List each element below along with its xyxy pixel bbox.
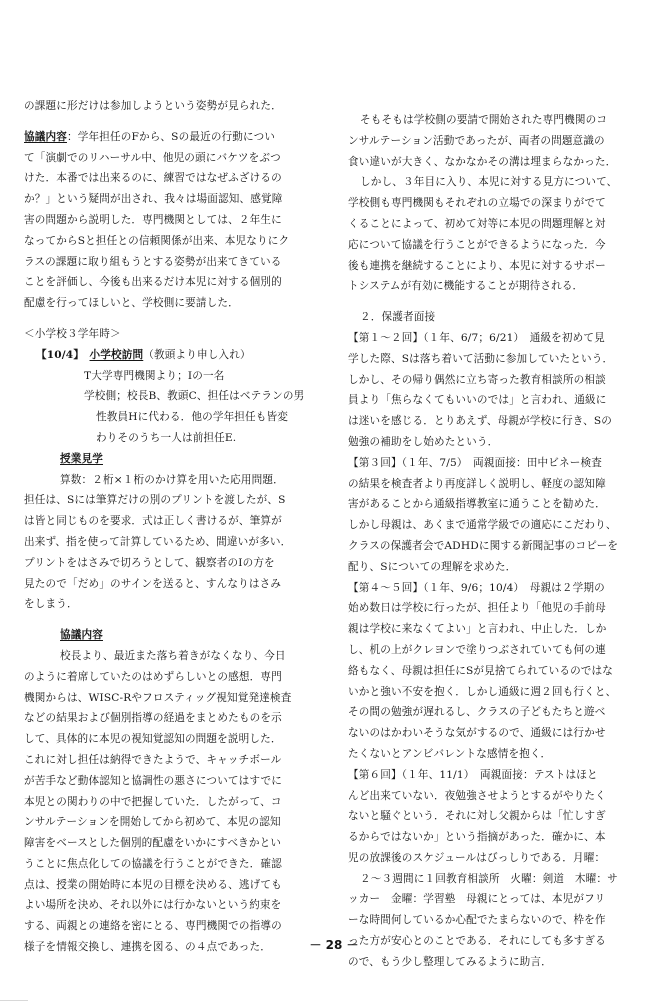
line-text: その間の勉強が遅れるし、クラスの子どもたちと遊べ <box>348 706 606 719</box>
text-line <box>348 307 644 328</box>
right-column <box>348 110 644 973</box>
left-column <box>24 96 320 958</box>
text-line <box>348 786 644 807</box>
text-line <box>348 827 644 848</box>
text-line <box>348 474 644 495</box>
text-line <box>348 328 644 349</box>
text-line <box>24 792 320 813</box>
page-number: － 28 － <box>309 938 359 952</box>
line-text: 員より「焦らなくてもいいのでは」と言われ、通級に <box>348 394 607 407</box>
text-line <box>24 210 320 231</box>
line-text: 配り、Sについての理解を求めた． <box>348 560 517 573</box>
line-text: 配慮を行ってほしいと、学校側に要請した． <box>24 297 239 310</box>
text-line <box>24 553 320 574</box>
text-line <box>24 407 320 428</box>
date-label: 【10/4】 <box>36 348 79 361</box>
line-text: ないと騒ぐという．それに対し父親からは「忙しすぎ <box>348 810 606 823</box>
text-line <box>348 390 644 411</box>
section-heading: 協議内容 <box>60 629 103 642</box>
text-line <box>348 131 644 152</box>
paragraph-gap <box>348 297 644 307</box>
text-line <box>348 889 644 910</box>
line-text: する、両親との連絡を密にとる、専門機関での指導の <box>24 920 282 933</box>
text-line <box>24 708 320 729</box>
line-text: ２～３週間に１回教育相談所 火曜：剣道 木曜：サ <box>360 872 618 885</box>
text-line <box>348 152 644 173</box>
line-text: ＜小学校３学年時＞ <box>24 327 121 340</box>
text-line <box>348 765 644 786</box>
line-text: は皆と同じものを要求．式は正しく書けるが、筆算が <box>24 515 282 528</box>
line-text: ので、もう少し整理してみるように助言． <box>348 955 552 968</box>
paragraph-gap <box>24 117 320 127</box>
line-text: ２．保護者面接 <box>360 311 436 324</box>
line-text: くることによって、初めて対等に本児の問題理解と対 <box>348 217 606 230</box>
text-line <box>24 293 320 314</box>
line-text: 担任は、Sには筆算だけの別のプリントを渡したが、S <box>24 494 286 507</box>
line-text: 害があることから通級指導教室に通うことを勧めた． <box>348 498 606 511</box>
text-line <box>24 667 320 688</box>
text-line <box>24 449 320 470</box>
text-line <box>24 875 320 896</box>
line-text: しかし母親は、あくまで通常学級での適応にこだわり、 <box>348 519 617 532</box>
line-text: 出来ず、指を使って計算しているため、間違いが多い． <box>24 535 292 548</box>
line-text: 【第３回】（１年、7/5） 両親面接：田中ビネー検査 <box>348 456 603 469</box>
text-line <box>348 370 644 391</box>
line-text: うことに焦点化しての協議を行うことができた．確認 <box>24 857 282 870</box>
line-text: 【第４～５回】（１年、9/6；10/4） 母親は２学期の <box>348 581 605 594</box>
text-line <box>348 110 644 131</box>
text-line <box>24 345 320 366</box>
text-line <box>348 806 644 827</box>
line-text: 点は、授業の開始時に本児の目標を決める、逃げても <box>24 878 282 891</box>
line-text: よい場所を決め、それ以外には行かないという約束を <box>24 899 282 912</box>
line-text: が苦手など動体認知と協調性の悪さについてはすでに <box>24 774 282 787</box>
line-text: クラスの保護者会でADHDに関する新聞記事のコピーを <box>348 539 619 552</box>
paragraph-gap <box>24 314 320 324</box>
line-text: 機関からは、WISC-Rやフロスティッグ視知覚発達検査 <box>24 691 292 704</box>
line-text: しかし、３年目に入り、本児に対する見方について、 <box>360 176 618 189</box>
text-line <box>24 574 320 595</box>
text-line <box>348 214 644 235</box>
text-line <box>348 661 644 682</box>
text-line <box>348 193 644 214</box>
text-line <box>24 532 320 553</box>
text-line <box>348 619 644 640</box>
line-text: 応について協議を行うことができるようになった．今 <box>348 238 606 251</box>
line-text: （教頭より申し入れ） <box>143 348 251 361</box>
text-line <box>24 729 320 750</box>
line-text: これに対し担任は納得できたようで、キャッチボール <box>24 753 282 766</box>
text-line <box>24 833 320 854</box>
line-text: し、机の上がクレヨンで塗りつぶされていても何の連 <box>348 643 606 656</box>
text-line <box>24 168 320 189</box>
line-text: そもそもは学校側の要請で開始された専門機関のコ <box>360 114 608 126</box>
line-text: は迷いを感じる．とりあえず、母親が学校に行き、Sの <box>348 415 612 428</box>
text-line <box>24 625 320 646</box>
line-text: プリントをはさみで切ろうとして、観察者のIの方を <box>24 556 275 569</box>
line-text: った方が安心とのことである．それにしても多すぎる <box>348 935 606 948</box>
line-text: わりそのうち一人は前担任E. <box>96 431 237 444</box>
line-text: 食い違いが大きく、なかなかその溝は埋まらなかった． <box>348 155 617 168</box>
line-text: ：学年担任のFから、Sの最近の行動につい <box>66 130 276 143</box>
line-text: て「演劇でのリハーサル中、他児の頭にバケツをぶつ <box>24 151 281 164</box>
line-text: 【第１～２回】（１年、6/7；6/21） 通級を初めて見 <box>348 331 605 344</box>
line-text: 【第６回】（１年、11/1） 両親面接：テストはほと <box>348 768 598 781</box>
line-text: ことを評価し、今後も出来るだけ本児に対する個別的 <box>24 276 282 289</box>
text-line <box>24 854 320 875</box>
text-line <box>24 428 320 449</box>
scan-edge-mark <box>0 1000 28 1001</box>
text-line <box>24 511 320 532</box>
line-text: けた．本番では出来るのに、練習ではなぜふざけるの <box>24 172 282 185</box>
text-line <box>348 536 644 557</box>
text-line <box>348 702 644 723</box>
text-line <box>24 324 320 345</box>
line-text: ンサルテーションを開始してから初めて、本児の認知 <box>24 816 281 829</box>
text-line <box>348 453 644 474</box>
line-text: 障害をベースとした個別的配慮をいかにすべきかとい <box>24 837 282 850</box>
line-text: 親は学校に来なくてよい」と言われ、中止した．しか <box>348 623 607 636</box>
section-heading: 小学校訪問 <box>89 348 144 361</box>
line-text: 学した際、Sは落ち着いて活動に参加していたという． <box>348 352 614 365</box>
text-line <box>348 910 644 931</box>
text-line <box>24 127 320 148</box>
line-text: たくないとアンビバレントな感情を抱く． <box>348 747 552 760</box>
text-line <box>24 750 320 771</box>
text-line <box>24 771 320 792</box>
line-text: ラスの課題に取り組もうとする姿勢が出来てきている <box>24 255 282 268</box>
text-line <box>348 515 644 536</box>
line-text: なってからSと担任との信頼関係が出来、本児なりにク <box>24 234 290 247</box>
text-line <box>348 172 644 193</box>
line-text: 性教員Hに代わる．他の学年担任も皆変 <box>96 411 289 424</box>
text-line <box>348 723 644 744</box>
text-line <box>348 598 644 619</box>
line-text: るからではないか」という指摘があった．確かに、本 <box>348 831 606 844</box>
text-line <box>24 646 320 667</box>
line-text: T大学専門機関より；Iの一名 <box>84 369 225 382</box>
text-line <box>24 272 320 293</box>
line-text: の結果を検査者より再度詳しく説明し、軽度の認知障 <box>348 477 606 490</box>
text-line <box>348 640 644 661</box>
line-text: のように着席していたのはめずらしいとの感想．専門 <box>24 670 282 683</box>
line-text: して、具体的に本児の視知覚認知の問題を説明した． <box>24 733 282 746</box>
line-text: ないのはかわいそうな気がするので、通級には行かせ <box>348 727 606 740</box>
line-text: ンサルテーション活動であったが、両者の問題意識の <box>348 134 605 147</box>
text-line <box>348 578 644 599</box>
section-heading: 協議内容 <box>24 130 67 143</box>
line-text: んど出来ていない．夜勉強させようとするがやりたく <box>348 789 606 802</box>
text-line <box>24 189 320 210</box>
text-line <box>348 952 644 973</box>
text-line <box>24 231 320 252</box>
text-line <box>348 494 644 515</box>
line-text: いかと強い不安を抱く．しかし通級に週２回も行くと、 <box>348 685 617 698</box>
line-text: トシステムが有効に機能することが期待される． <box>348 280 584 293</box>
text-line <box>348 557 644 578</box>
text-line <box>24 148 320 169</box>
paragraph-gap <box>24 615 320 625</box>
line-text: 絡もなく、母親は担任にSが見捨てられているのではな <box>348 664 614 677</box>
text-line <box>348 276 644 297</box>
line-text: 後も連携を継続することにより、本児に対するサポー <box>348 259 606 272</box>
section-heading: 授業見学 <box>60 452 103 465</box>
text-line <box>24 96 320 117</box>
line-text: 勉強の補助をし始めたという． <box>348 435 499 448</box>
text-line <box>24 916 320 937</box>
line-text: などの結果および個別指導の経過をまとめたものを示 <box>24 712 282 725</box>
text-line <box>24 386 320 407</box>
line-text: 様子を情報交換し、連携を図る、の４点であった． <box>24 941 271 954</box>
line-text: 本児との関わりの中で把握していた．したがって、コ <box>24 795 282 808</box>
line-text: ーな時間何しているか心配でたまらないので、枠を作 <box>348 914 606 927</box>
line-text: 始め数日は学校に行ったが、担任より「他児の手前母 <box>348 602 606 615</box>
text-line <box>348 432 644 453</box>
text-line <box>24 490 320 511</box>
text-line <box>348 869 644 890</box>
text-line <box>348 411 644 432</box>
text-line <box>348 349 644 370</box>
text-line <box>24 812 320 833</box>
line-text: 学校側も専門機関もそれぞれの立場での深まりがでて <box>348 197 606 210</box>
line-text: 見たので「だめ」のサインを送ると、すんなりはさみ <box>24 577 282 590</box>
line-text: 児の放課後のスケジュールはびっしりである．月曜： <box>348 851 606 864</box>
text-line <box>348 235 644 256</box>
line-text: 算数：２桁×１桁のかけ算を用いた応用問題． <box>60 473 284 486</box>
text-line <box>24 688 320 709</box>
line-text: 害の問題から説明した．専門機関としては、２年生に <box>24 213 282 226</box>
text-line <box>348 848 644 869</box>
line-text: しかし、その帰り偶然に立ち寄った教育相談所の相談 <box>348 373 606 386</box>
text-line <box>348 256 644 277</box>
line-text: ッカー 金曜：学習塾 母親にとっては、本児がフリ <box>348 893 606 906</box>
line-text: をしまう． <box>24 598 78 611</box>
text-line <box>24 594 320 615</box>
text-line <box>24 252 320 273</box>
text-line <box>24 895 320 916</box>
line-text: 学校側；校長B、教頭C、担任はベテランの男 <box>84 390 305 403</box>
text-line <box>24 470 320 491</box>
text-line <box>348 682 644 703</box>
line-text: か？」という疑問が出され、我々は場面認知、感覚障 <box>24 193 283 206</box>
text-line <box>24 366 320 387</box>
line-text: の課題に形だけは参加しようという姿勢が見られた． <box>24 100 282 112</box>
line-text: 校長より、最近また落ち着きがなくなり、今日 <box>60 649 286 662</box>
text-line <box>348 744 644 765</box>
